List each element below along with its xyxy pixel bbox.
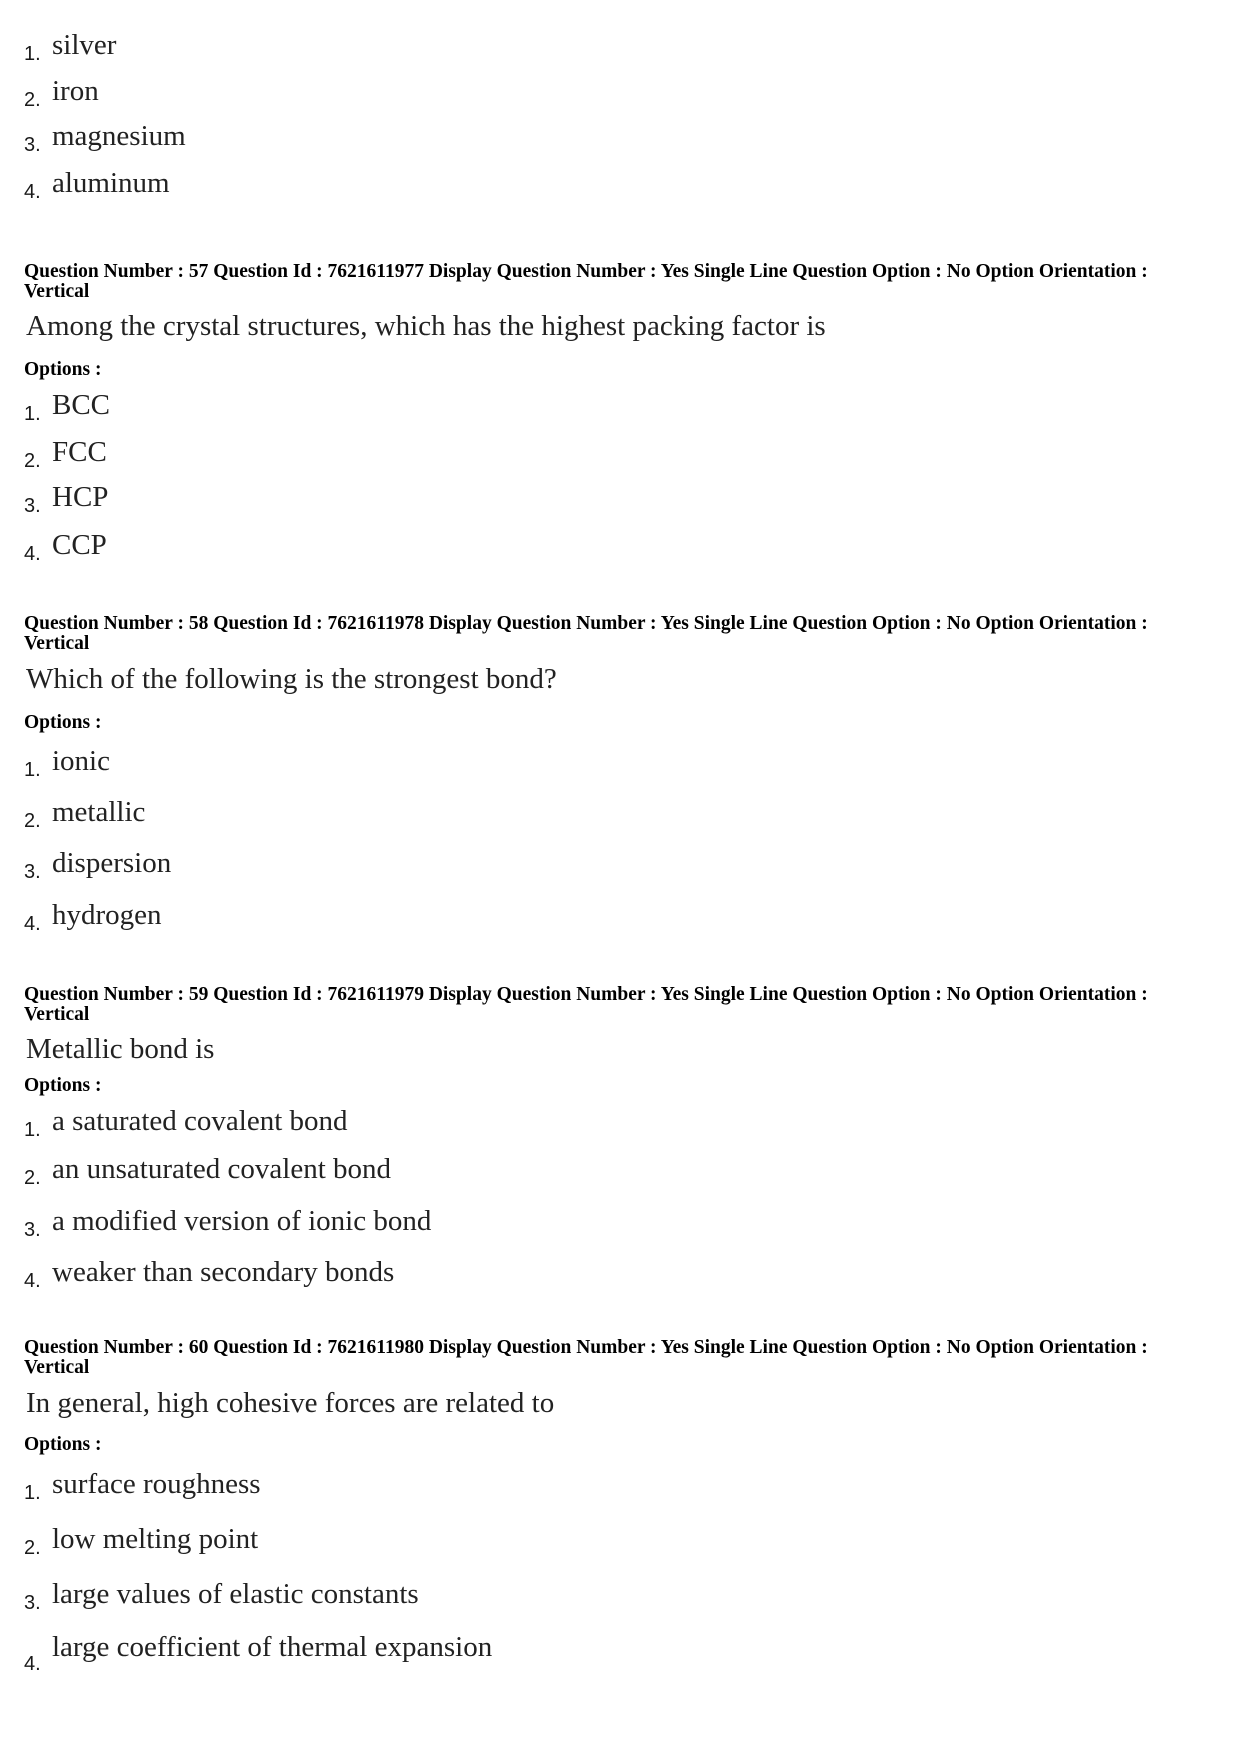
- option-text: dispersion: [52, 847, 172, 879]
- question-header: Question Number : 57 Question Id : 7621611977 Display Question Number : Yes Single Line Question Option : No Option Orientation : Vertical: [24, 261, 1148, 302]
- options-label: Options :: [24, 712, 102, 733]
- option-text: ionic: [52, 745, 110, 777]
- question-text: Among the crystal structures, which has the highest packing factor is: [26, 310, 826, 342]
- option-text: a saturated covalent bond: [52, 1105, 348, 1137]
- option-number: 3.: [24, 134, 41, 156]
- option-text: hydrogen: [52, 899, 162, 931]
- option-text: silver: [52, 29, 117, 61]
- option-text: a modified version of ionic bond: [52, 1205, 432, 1237]
- option-number: 4.: [24, 1653, 41, 1675]
- option-text: FCC: [52, 436, 107, 468]
- option-text: low melting point: [52, 1523, 259, 1555]
- option-number: 2.: [24, 450, 41, 472]
- option-text: iron: [52, 75, 99, 107]
- option-number: 1.: [24, 759, 41, 781]
- option-number: 2.: [24, 810, 41, 832]
- option-text: aluminum: [52, 167, 170, 199]
- option-number: 4.: [24, 543, 41, 565]
- option-number: 3.: [24, 1592, 41, 1614]
- option-number: 2.: [24, 1167, 41, 1189]
- question-text: Which of the following is the strongest bond?: [26, 663, 557, 695]
- option-text: an unsaturated covalent bond: [52, 1153, 392, 1185]
- option-number: 2.: [24, 1537, 41, 1559]
- options-label: Options :: [24, 359, 102, 380]
- options-label: Options :: [24, 1434, 102, 1455]
- option-text: metallic: [52, 796, 146, 828]
- options-label: Options :: [24, 1075, 102, 1096]
- question-header: Question Number : 58 Question Id : 7621611978 Display Question Number : Yes Single Line Question Option : No Option Orientation : Vertical: [24, 613, 1148, 654]
- question-text: In general, high cohesive forces are related to: [26, 1387, 555, 1419]
- option-number: 3.: [24, 861, 41, 883]
- option-number: 4.: [24, 1270, 41, 1292]
- option-number: 2.: [24, 89, 41, 111]
- option-text: large coefficient of thermal expansion: [52, 1631, 493, 1663]
- option-number: 1.: [24, 1119, 41, 1141]
- option-number: 4.: [24, 913, 41, 935]
- option-number: 4.: [24, 181, 41, 203]
- option-number: 3.: [24, 495, 41, 517]
- option-text: magnesium: [52, 120, 186, 152]
- option-text: CCP: [52, 529, 107, 561]
- option-number: 1.: [24, 403, 41, 425]
- option-text: HCP: [52, 481, 109, 513]
- option-number: 1.: [24, 1482, 41, 1504]
- option-text: weaker than secondary bonds: [52, 1256, 395, 1288]
- option-text: BCC: [52, 389, 111, 421]
- option-number: 3.: [24, 1219, 41, 1241]
- option-text: large values of elastic constants: [52, 1578, 419, 1610]
- option-text: surface roughness: [52, 1468, 261, 1500]
- option-number: 1.: [24, 43, 41, 65]
- question-text: Metallic bond is: [26, 1033, 215, 1065]
- question-header: Question Number : 60 Question Id : 7621611980 Display Question Number : Yes Single Line Question Option : No Option Orientation : Vertical: [24, 1337, 1148, 1378]
- question-header: Question Number : 59 Question Id : 7621611979 Display Question Number : Yes Single Line Question Option : No Option Orientation : Vertical: [24, 984, 1148, 1025]
